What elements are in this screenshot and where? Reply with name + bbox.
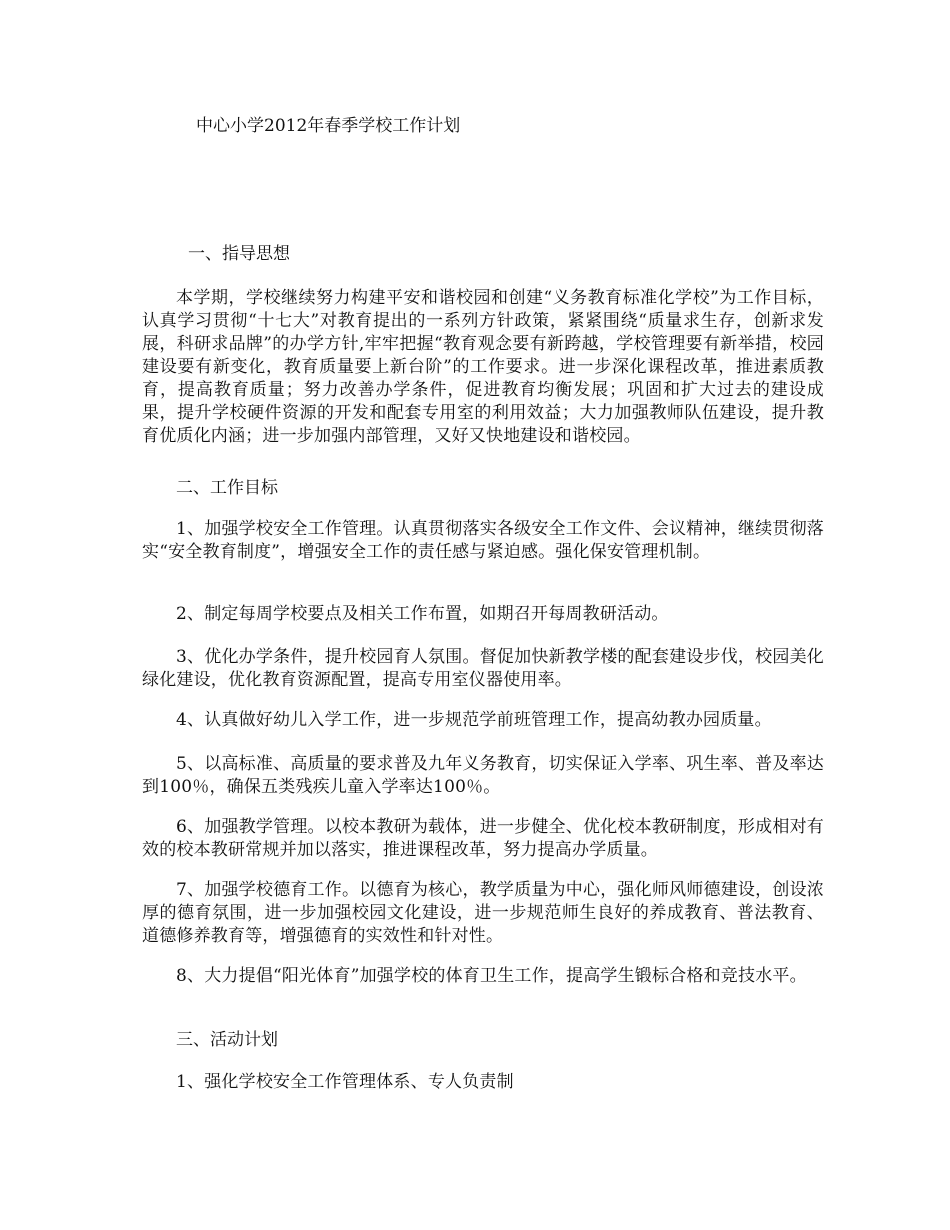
section-heading-activity-plan: 三、活动计划 (176, 1030, 278, 1050)
work-goal-item-4: 4、认真做好幼儿入学工作，进一步规范学前班管理工作，提高幼教办园质量。 (176, 710, 772, 730)
document-title: 中心小学2012年春季学校工作计划 (196, 116, 461, 136)
work-goal-item-1: 1、加强学校安全工作管理。认真贯彻落实各级安全工作文件、会议精神，继续贯彻落实“安全教育制度”，增强安全工作的责任感与紧迫感。强化保安管理机制。 (142, 519, 824, 562)
section-heading-guiding-thought: 一、指导思想 (188, 244, 290, 264)
section-heading-work-goals: 二、工作目标 (176, 478, 278, 498)
work-goal-item-2: 2、制定每周学校要点及相关工作布置，如期召开每周教研活动。 (176, 604, 669, 624)
work-goal-item-5: 5、以高标准、高质量的要求普及九年义务教育，切实保证入学率、巩生率、普及率达到100％，确保五类残疾儿童入学率达100％。 (142, 754, 824, 797)
work-goal-item-6: 6、加强教学管理。以校本教研为载体，进一步健全、优化校本教研制度，形成相对有效的校本教研常规并加以落实，推进课程改革，努力提高办学质量。 (142, 817, 824, 860)
work-goal-item-7: 7、加强学校德育工作。以德育为核心，教学质量为中心，强化师风师德建设，创设浓厚的德育氛围，进一步加强校园文化建设，进一步规范师生良好的养成教育、普法教育、道德修养教育等，增强德育的实效性和针对性。 (142, 880, 824, 946)
paragraph-guiding-thought: 本学期，学校继续努力构建平安和谐校园和创建“义务教育标准化学校”为工作目标，认真学习贯彻“十七大”对教育提出的一系列方针政策，紧紧围绕“质量求生存，创新求发展，科研求品牌”的办学方针,牢牢把握“教育观念要有新跨越，学校管理要有新举措，校园建设要有新变化，教育质量要上新台阶”的工作要求。进一步深化课程改革，推进素质教育，提高教育质量；努力改善办学条件，促进教育均衡发展；巩固和扩大过去的建设成果，提升学校硬件资源的开发和配套专用室的利用效益；大力加强教师队伍建设，提升教育优质化内涵；进一步加强内部管理，又好又快地建设和谐校园。 (142, 288, 824, 446)
work-goal-item-8: 8、大力提倡“阳光体育”加强学校的体育卫生工作，提高学生锻标合格和竞技水平。 (176, 966, 807, 986)
activity-plan-item-1: 1、强化学校安全工作管理体系、专人负责制 (176, 1072, 514, 1092)
work-goal-item-3: 3、优化办学条件，提升校园育人氛围。督促加快新教学楼的配套建设步伐，校园美化绿化建设，优化教育资源配置，提高专用室仪器使用率。 (142, 647, 824, 690)
